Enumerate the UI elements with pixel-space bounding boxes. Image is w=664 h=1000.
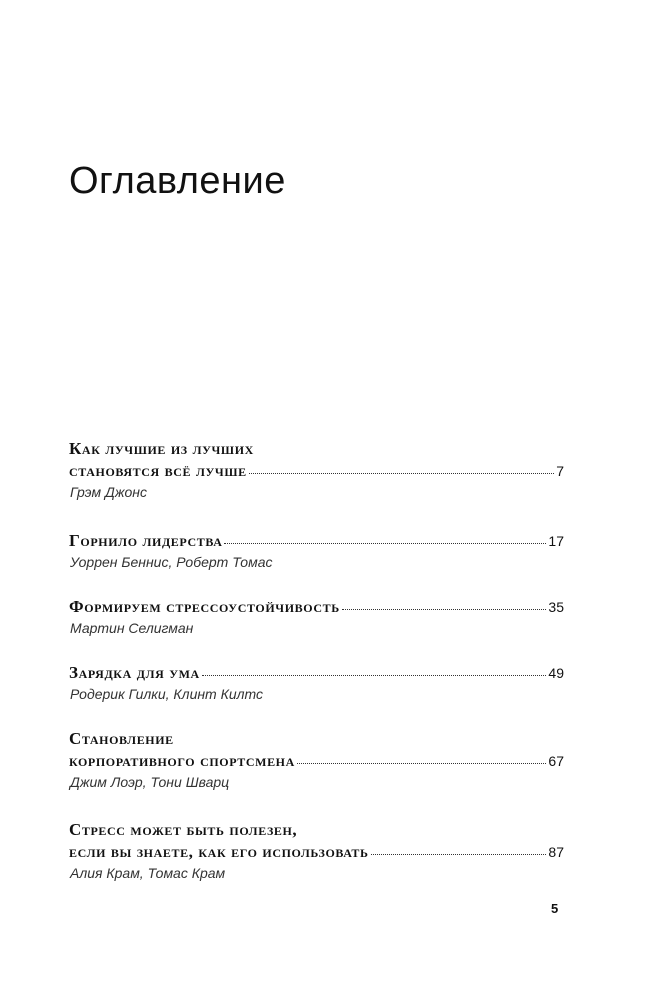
- toc-entry[interactable]: [69, 530, 564, 572]
- toc-entry-title-line: [69, 841, 564, 863]
- toc-page-number: 7: [556, 463, 564, 479]
- toc-entry[interactable]: [69, 438, 564, 502]
- toc-entry-title: корпоративного спортсмена: [69, 751, 295, 770]
- toc-entry-title: становятся всё лучше: [69, 461, 247, 480]
- dot-leader: [342, 609, 547, 610]
- dot-leader: [202, 675, 547, 676]
- dot-leader: [224, 543, 546, 544]
- toc-page-number: 35: [548, 599, 564, 615]
- toc-entry-title: Горнило лидерства: [69, 531, 223, 550]
- toc-page-number: 17: [548, 533, 564, 549]
- toc-entry-title: Как лучшие из лучших: [69, 439, 254, 458]
- toc-entry[interactable]: [69, 819, 564, 883]
- toc-entry-title-line: [69, 530, 564, 552]
- toc-entry-authors: Джим Лоэр, Тони Шварц: [70, 774, 230, 790]
- toc-entry-title: Формируем стрессоустойчивость: [69, 597, 340, 616]
- toc-entry-title-line: [69, 438, 564, 460]
- toc-entry-authors: Мартин Селигман: [70, 620, 194, 636]
- toc-entry[interactable]: [69, 728, 564, 792]
- toc-page-number: 49: [548, 665, 564, 681]
- toc-entry-title-line: [69, 596, 564, 618]
- toc-entry-title-line: [69, 728, 564, 750]
- dot-leader: [371, 854, 547, 855]
- toc-page-number: 67: [548, 753, 564, 769]
- toc-entry[interactable]: [69, 596, 564, 638]
- toc-entry-title-line: [69, 460, 564, 482]
- toc-entry-authors: Уоррен Беннис, Роберт Томас: [70, 554, 273, 570]
- toc-page-number: 87: [548, 844, 564, 860]
- toc-entry-authors: Родерик Гилки, Клинт Килтс: [70, 686, 264, 702]
- toc-entry-authors: Грэм Джонс: [70, 484, 147, 500]
- toc-entry-title: Зарядка для ума: [69, 663, 200, 682]
- toc-entry-title-line: [69, 750, 564, 772]
- toc-entry-title: если вы знаете, как его использовать: [69, 842, 369, 861]
- dot-leader: [297, 763, 547, 764]
- toc-entry-authors: Алия Крам, Томас Крам: [70, 865, 226, 881]
- toc-entry-title: Стресс может быть полезен,: [69, 820, 298, 839]
- page-title: Оглавление: [69, 160, 286, 202]
- toc-entry-title: Становление: [69, 729, 174, 748]
- dot-leader: [249, 473, 554, 474]
- toc-entry-title-line: [69, 662, 564, 684]
- toc-entry[interactable]: [69, 662, 564, 704]
- page-number-folio: 5: [551, 901, 559, 916]
- toc-entry-title-line: [69, 819, 564, 841]
